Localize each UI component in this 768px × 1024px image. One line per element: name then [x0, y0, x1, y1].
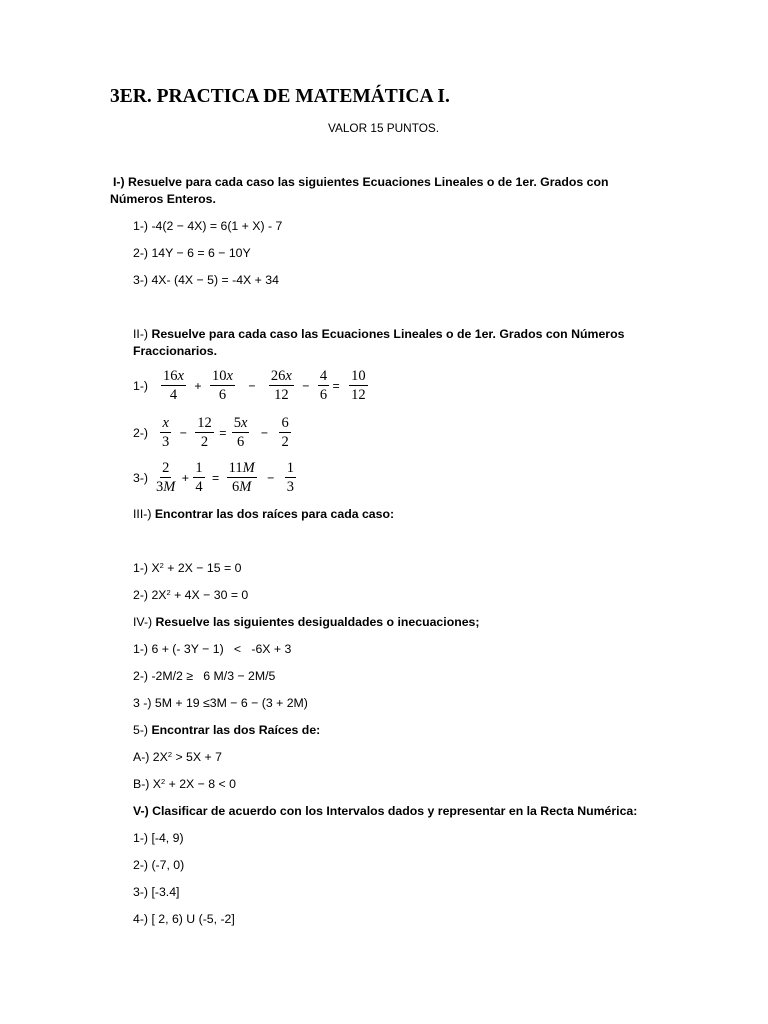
eq2-fraction-1: $\frac{x}{3}$	[162, 415, 170, 451]
section-3-heading-text: Encontrar las dos raíces para cada caso:	[154, 507, 395, 521]
eq1-fraction-4: $\frac{4}{6}$	[319, 368, 328, 404]
section-3-heading	[133, 507, 394, 521]
eq3-fraction-1: $\frac{2}{3M}$	[156, 460, 176, 496]
eq3-fraction-3: $\frac{11M}{6M}$	[228, 460, 255, 496]
section-5-heading-text: Encontrar las dos Raíces de:	[151, 723, 321, 737]
eq2-fraction-3: $\frac{5x}{6}$	[233, 415, 248, 451]
section-6-item-1: 1-) [-4, 9)	[133, 831, 184, 845]
fraction-equation-2	[133, 415, 291, 450]
section-3-item-1: 1-) $X^2 + 2X - 15 = 0$	[133, 561, 242, 575]
section-1-heading-line2: Números Enteros.	[110, 192, 216, 206]
section-5-prefix: 5-)	[133, 723, 152, 737]
section-5-item-a: A-) $2X^2 > 5X + 7$	[133, 750, 222, 764]
eq1-fraction-3: $\frac{26x}{12}$	[270, 368, 292, 404]
section-2-heading-line2: Fraccionarios.	[133, 344, 218, 358]
eq2-label: 2-)	[133, 425, 149, 440]
eq3-label: 3-)	[133, 470, 149, 485]
section-4-item-3: 3 -) 5M + 19 ≤3M − 6 − (3 + 2M)	[133, 696, 308, 710]
eq1-fraction-1: $\frac{16x}{4}$	[163, 368, 184, 404]
eq2-fraction-2: $\frac{12}{2}$	[197, 415, 212, 451]
section-4-prefix: IV-)	[133, 615, 156, 629]
fraction-equation-1	[133, 368, 368, 403]
eq2-fraction-4: $\frac{6}{2}$	[281, 415, 289, 451]
section-1-item-1: 1-) -4(2 − 4X) = 6(1 + X) - 7	[133, 219, 283, 233]
section-6-item-2: 2-) (-7, 0)	[133, 858, 185, 872]
section-4-item-2: 2-) -2M/2 ≥ 6 M/3 − 2M/5	[133, 669, 276, 683]
section-6-item-3: 3-) [-3.4]	[133, 885, 180, 899]
section-1-item-3: 3-) 4X- (4X − 5) = -4X + 34	[133, 273, 279, 287]
section-4-heading-text: Resuelve las siguientes desigualdades o inecuaciones;	[155, 615, 480, 629]
eq2-op-2: −	[260, 425, 269, 440]
eq1-fraction-5: $\frac{10}{12}$	[351, 368, 366, 404]
section-2-prefix: II-)	[133, 327, 152, 341]
eq2-equals: =	[219, 425, 227, 440]
page-title: 3ER. PRACTICA DE MATEMÁTICA I.	[110, 86, 450, 107]
eq1-op-2: −	[248, 378, 256, 393]
section-1-item-2: 2-) 14Y − 6 = 6 − 10Y	[133, 246, 251, 260]
section-1-heading-line1: I-) Resuelve para cada caso las siguientes Ecuaciones Lineales o de 1er. Grados con	[113, 175, 609, 189]
section-5-heading	[133, 723, 320, 737]
eq1-op-3: −	[302, 378, 310, 393]
section-2-heading-text: Resuelve para cada caso las Ecuaciones Lineales o de 1er. Grados con Números	[151, 327, 625, 341]
eq3-op-1: +	[181, 470, 189, 485]
eq3-op-2: −	[267, 470, 275, 485]
section-4-heading	[133, 615, 480, 629]
section-6-item-4: 4-) [ 2, 6) U (-5, -2]	[133, 912, 235, 926]
eq1-op-1: +	[194, 378, 202, 393]
section-6-heading: V-) Clasificar de acuerdo con los Intervalos dados y representar en la Recta Numérica:	[133, 804, 638, 818]
eq1-label: 1-)	[133, 378, 149, 393]
page-subtitle: VALOR 15 PUNTOS.	[328, 121, 440, 135]
fraction-equation-3	[133, 460, 296, 495]
section-5-item-b: B-) $X^2 + 2X - 8 < 0$	[133, 777, 236, 791]
eq2-op-1: −	[179, 425, 187, 440]
section-3-prefix: III-)	[133, 507, 155, 521]
eq1-fraction-2: $\frac{10x}{6}$	[211, 368, 233, 404]
eq3-fraction-4: $\frac{1}{3}$	[286, 460, 294, 496]
eq1-equals: =	[332, 378, 340, 393]
eq3-fraction-2: $\frac{1}{4}$	[195, 460, 203, 496]
eq3-equals: =	[212, 470, 220, 485]
section-2-heading-line1	[133, 327, 624, 341]
section-4-item-1: 1-) 6 + (- 3Y − 1) < -6X + 3	[133, 642, 292, 656]
section-3-item-2: 2-) $2X^2 + 4X - 30 = 0$	[133, 588, 249, 602]
